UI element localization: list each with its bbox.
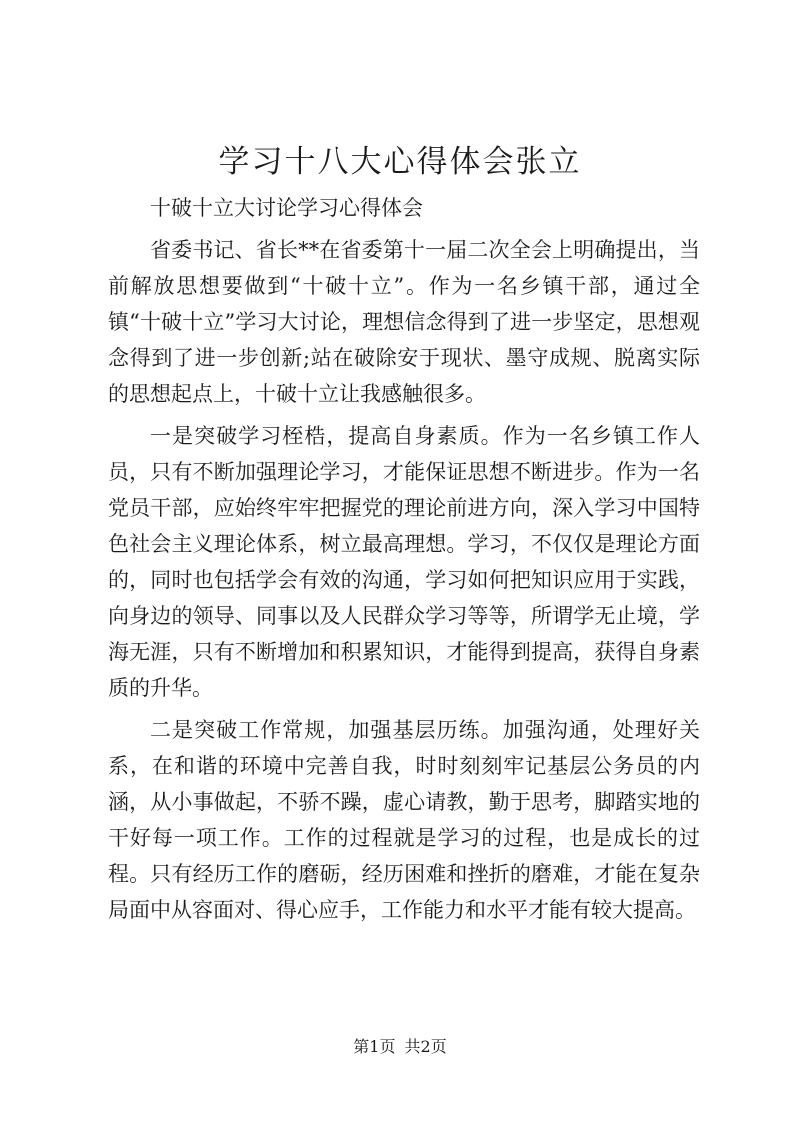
- point-two-paragraph: 二是突破工作常规，加强基层历练。加强沟通，处理好关系，在和谐的环境中完善自我，时时刻刻牢记基层公务员的内涵，从小事做起，不骄不躁，虚心请教，勤于思考，脚踏实地的干好每一项工作。工作的过程就是学习的过程，也是成长的过程。只有经历工作的磨砺，经历困难和挫折的磨难，才能在复杂局面中从容面对、得心应手，工作能力和水平才能有较大提高。: [108, 718, 700, 922]
- page-number-footer: 第1页 共2页: [353, 1037, 447, 1056]
- subtitle-paragraph: 十破十立大讨论学习心得体会: [150, 196, 423, 220]
- document-title: 学习十八大心得体会张立: [218, 144, 582, 180]
- intro-paragraph: 省委书记、省长**在省委第十一届二次全会上明确提出，当前解放思想要做到“十破十立”。作为一名乡镇干部，通过全镇“十破十立”学习大讨论，理想信念得到了进一步坚定，思想观念得到了进一步创新;站在破除安于现状、墨守成规、脱离实际的思想起点上，十破十立让我感触很多。: [108, 238, 700, 406]
- document-body: [108, 190, 700, 928]
- point-one-paragraph: 一是突破学习桎梏，提高自身素质。作为一名乡镇工作人员，只有不断加强理论学习，才能保证思想不断进步。作为一名党员干部，应始终牢牢把握党的理论前进方向，深入学习中国特色社会主义理论体系，树立最高理想。学习，不仅仅是理论方面的，同时也包括学会有效的沟通，学习如何把知识应用于实践，向身边的领导、同事以及人民群众学习等等，所谓学无止境，学海无涯，只有不断增加和积累知识，才能得到提高，获得自身素质的升华。: [108, 424, 700, 700]
